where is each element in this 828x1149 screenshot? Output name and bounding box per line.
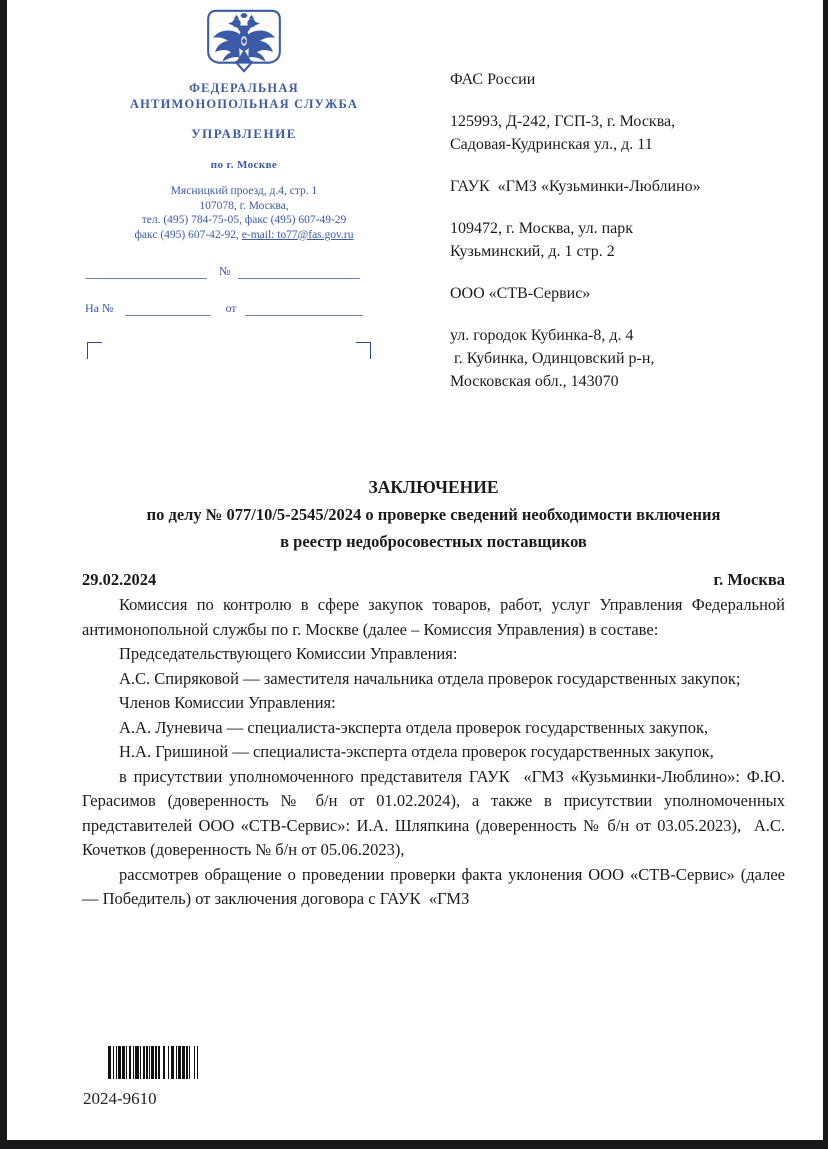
- recipient-stv: [450, 282, 802, 305]
- letterhead: [7, 0, 823, 412]
- paragraph-chair-heading: Председательствующего Комиссии Управления:: [119, 644, 458, 663]
- paragraph-member-1: А.А. Луневича — специалиста-эксперта отдела проверок государственных закупок,: [119, 717, 709, 737]
- recipient-fas: [450, 68, 802, 91]
- recipient-line: 109472, г. Москва, ул. парк: [450, 220, 634, 237]
- from-label: от: [225, 301, 237, 315]
- address-corner-marks: [85, 342, 403, 362]
- address-phone-fax: тел. (495) 784-75-05, факс (495) 607-49-29: [141, 214, 347, 226]
- address-fax2: факс (495) 607-42-92,: [134, 228, 242, 241]
- paragraph-representatives: в присутствии уполномоченного представителя ГАУК «ГМЗ «Кузьминки-Люблино»: Ф.Ю. Герасимов (доверенность № б/н от 01.02.2024), а также в присутствии уполномоченных представителей ООО «СТВ-Сервис»: И.А. Шляпкина (доверенность № б/н от 03.05.2023), А.С. Кочетков (доверенность № б/н от 05.06.2023),: [82, 766, 785, 859]
- corner-mark-right-icon: [356, 342, 371, 359]
- date-place-row: [82, 570, 785, 590]
- reply-date-blank-field: [245, 302, 363, 316]
- recipient-gauk: [450, 175, 802, 198]
- title-case-number: по делу № 077/10/5-2545/2024 о проверке сведений необходимости включения: [146, 505, 721, 524]
- division-city: по г. Москве: [210, 159, 278, 171]
- document-body: [82, 474, 785, 912]
- address-fax-email: [85, 228, 403, 243]
- paragraph-members-heading: Членов Комиссии Управления:: [119, 693, 336, 712]
- org-name: [85, 80, 403, 112]
- outgoing-number-row: [85, 264, 403, 279]
- letterhead-address: [85, 184, 403, 242]
- recipients-column: [450, 0, 802, 412]
- barcode: [108, 1046, 198, 1079]
- recipient-line: г. Кубинка, Одинцовский р-н,: [450, 350, 655, 367]
- paragraph-considering: рассмотрев обращение о проведении проверки факта уклонения ООО «СТВ-Сервис» (далее — Победитель) от заключения договора с ГАУК «ГМЗ: [82, 864, 785, 908]
- document-page: [7, 0, 823, 1140]
- barcode-label: 2024-9610: [83, 1089, 157, 1108]
- paragraph-commission: Комиссия по контролю в сфере закупок товаров, работ, услуг Управления Федеральной антимонопольной службы по г. Москве (далее – Комиссия Управления) в составе:: [82, 595, 785, 639]
- title-registry: в реестр недобросовестных поставщиков: [280, 532, 587, 551]
- recipient-line: ул. городок Кубинка-8, д. 4: [450, 327, 634, 344]
- recipient-line: Садовая-Кудринская ул., д. 11: [450, 136, 653, 153]
- recipient-line: ФАС России: [450, 71, 536, 88]
- recipient-line: Московская обл., 143070: [450, 373, 619, 390]
- document-date: 29.02.2024: [82, 570, 157, 589]
- outgoing-date-blank-field: [85, 265, 207, 279]
- fas-emblem-eagle-icon: [204, 8, 284, 74]
- footer: [83, 1046, 198, 1109]
- division-name: УПРАВЛЕНИЕ: [191, 126, 297, 141]
- org-name-line1: ФЕДЕРАЛЬНАЯ: [189, 81, 299, 95]
- body-paragraphs: [82, 593, 785, 912]
- number-sign-label: №: [219, 264, 231, 278]
- title-word: ЗАКЛЮЧЕНИЕ: [368, 477, 499, 497]
- recipient-gauk-address: [450, 217, 802, 263]
- address-postal: 107078, г. Москва,: [199, 199, 289, 212]
- email-link[interactable]: e-mail: to77@fas.gov.ru: [241, 228, 354, 241]
- recipient-fas-address: [450, 110, 802, 156]
- letterhead-left-column: [85, 0, 403, 362]
- reply-number-blank-field: [125, 302, 211, 316]
- corner-mark-left-icon: [87, 342, 102, 359]
- recipient-line: 125993, Д-242, ГСП-3, г. Москва,: [450, 113, 676, 130]
- recipient-line: ООО «СТВ-Сервис»: [450, 285, 591, 302]
- reply-to-label: На №: [85, 301, 114, 315]
- paragraph-chair: А.С. Спиряковой — заместителя начальника отдела проверок государственных закупок;: [119, 668, 741, 688]
- document-place: г. Москва: [713, 570, 785, 589]
- recipient-line: Кузьминский, д. 1 стр. 2: [450, 243, 615, 260]
- org-name-line2: АНТИМОНОПОЛЬНАЯ СЛУЖБА: [129, 97, 359, 111]
- outgoing-number-blank-field: [238, 265, 360, 279]
- paragraph-member-2: Н.А. Гришиной — специалиста-эксперта отдела проверок государственных закупок,: [119, 742, 714, 761]
- address-street: Мясницкий проезд, д.4, стр. 1: [170, 185, 318, 197]
- recipient-line: ГАУК «ГМЗ «Кузьминки-Люблино»: [450, 178, 701, 195]
- document-title: [82, 474, 785, 555]
- recipient-stv-address: [450, 324, 802, 393]
- reply-number-row: [85, 301, 403, 316]
